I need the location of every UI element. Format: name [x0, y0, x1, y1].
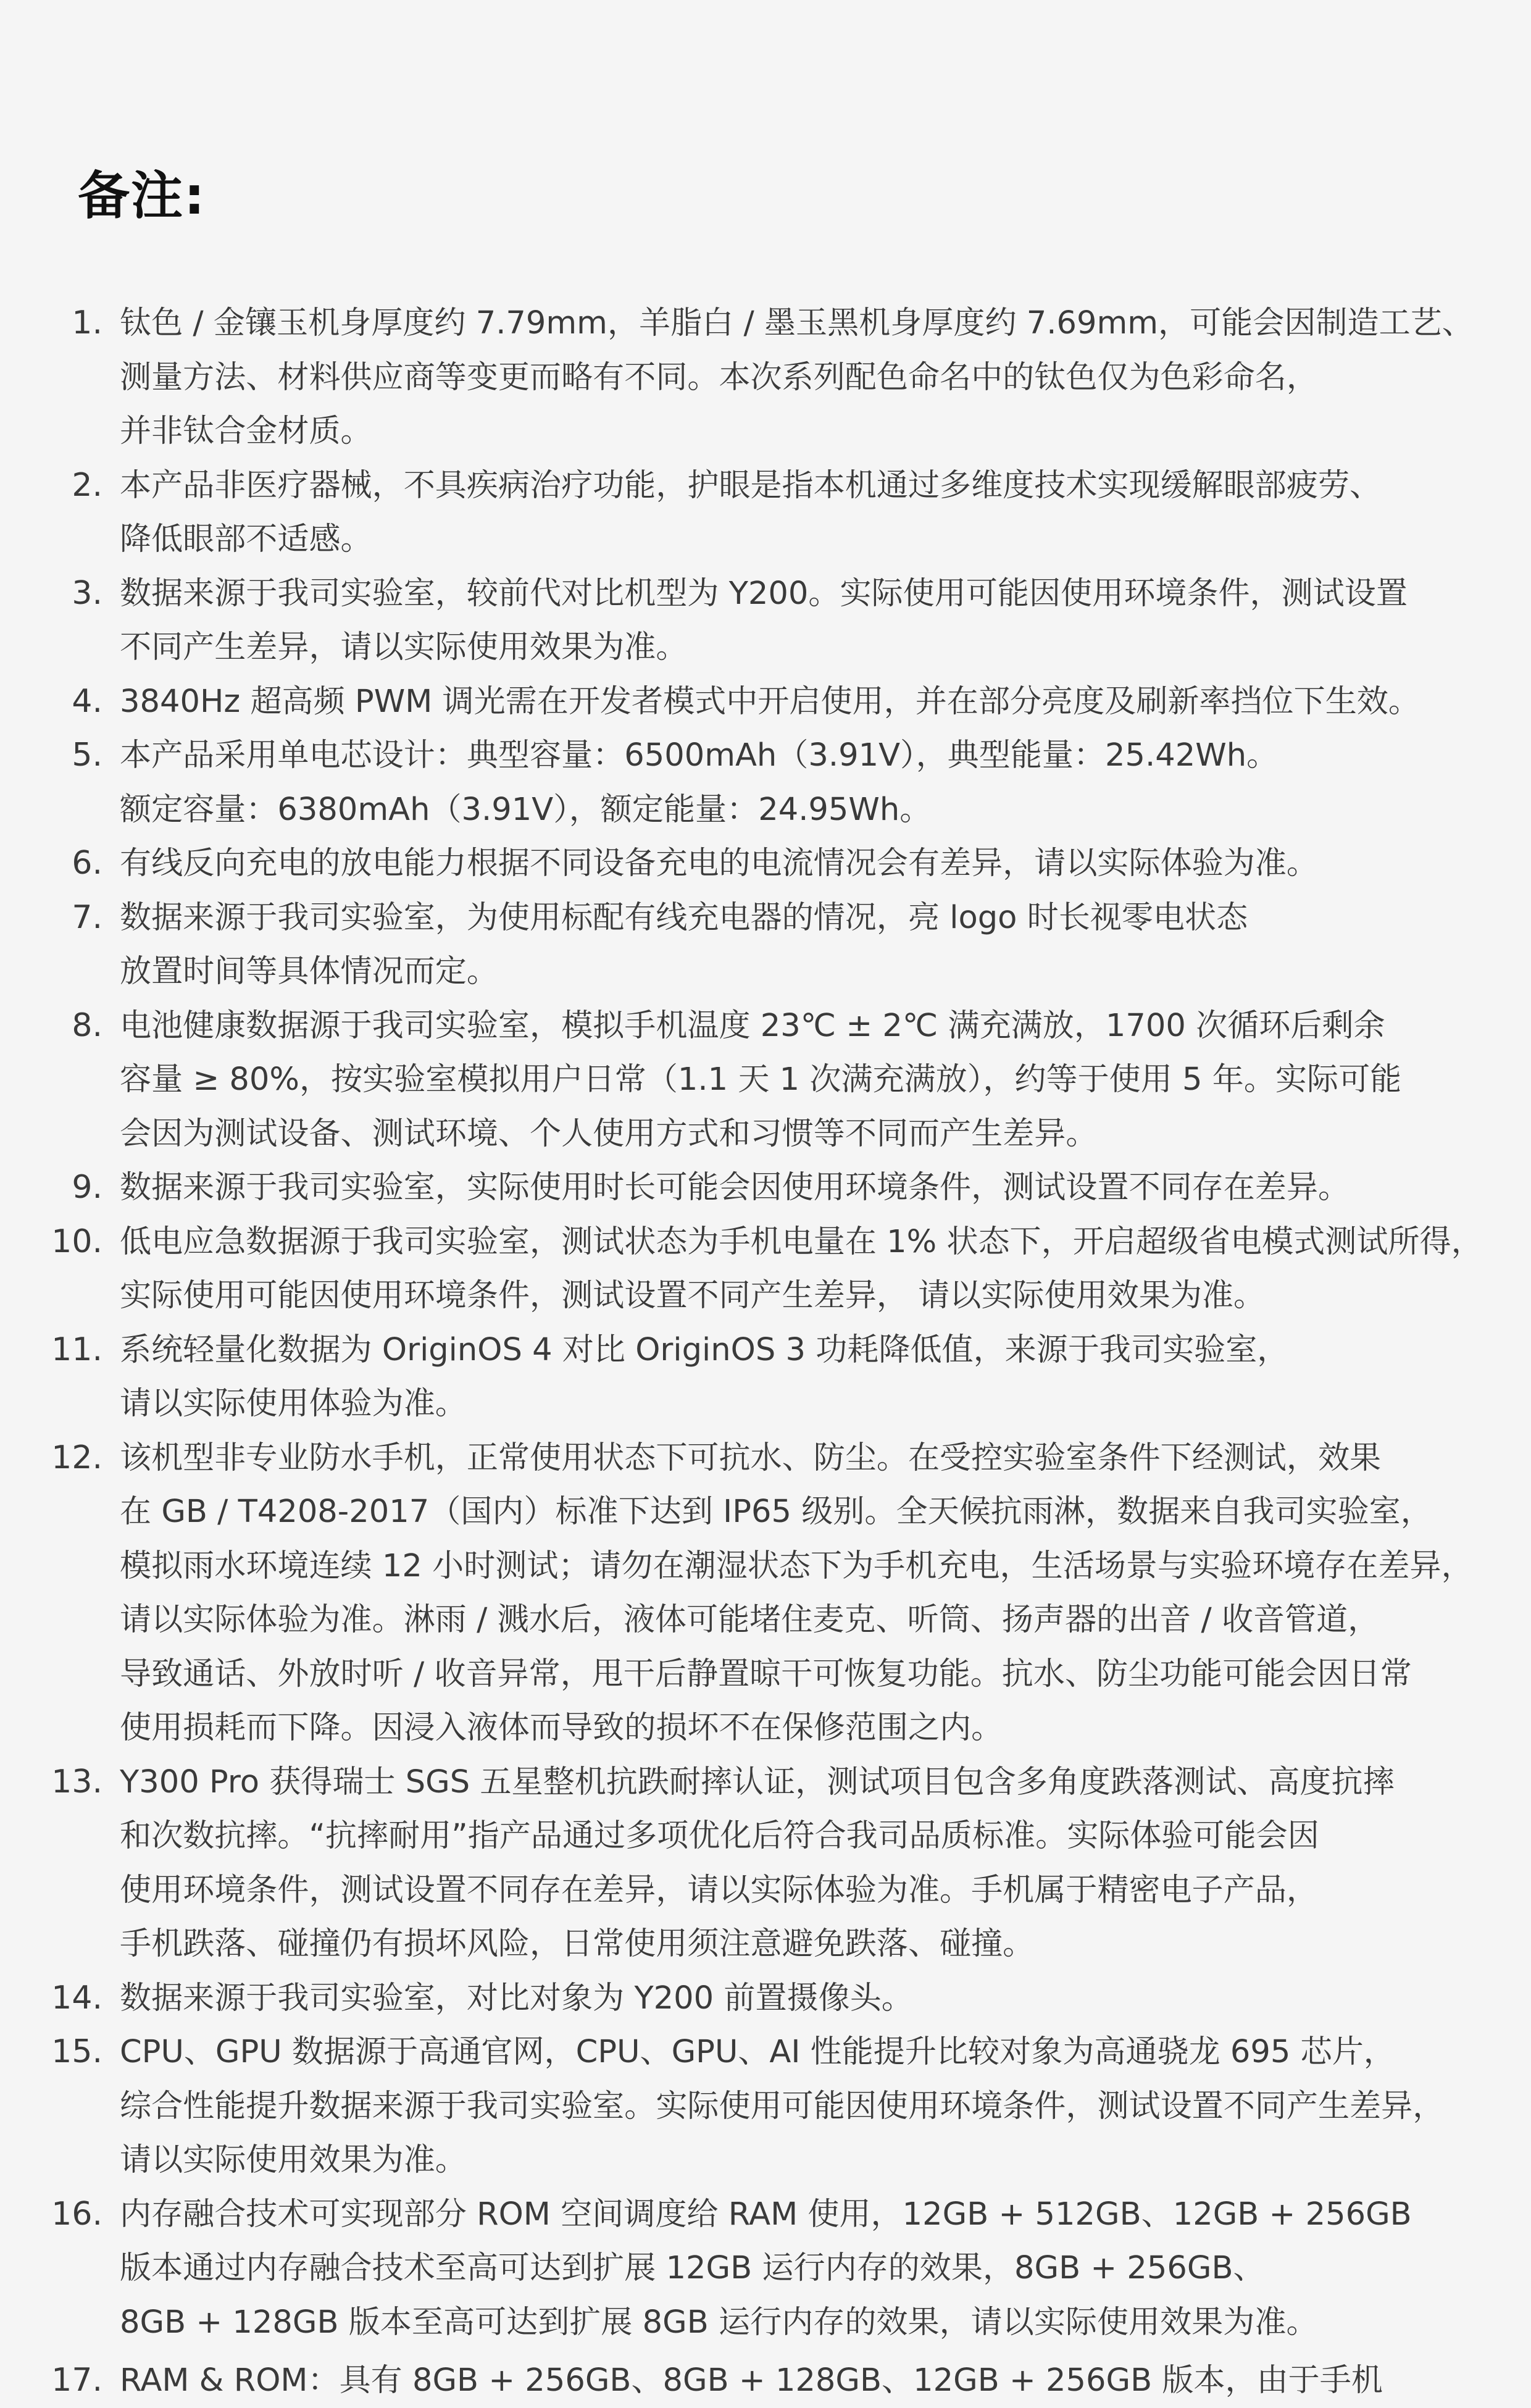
note-line: 测量方法、材料供应商等变更而略有不同。本次系列配色命名中的钛色仅为色彩命名， [120, 359, 1318, 396]
note-line: 请以实际体验为准。淋雨 / 溅水后，液体可能堵住麦克、听筒、扬声器的出音 / 收音管道， [120, 1602, 1380, 1638]
note-line: CPU、GPU 数据源于高通官网，CPU、GPU、AI 性能提升比较对象为高通骁龙 695 芯片， [120, 2034, 1395, 2070]
list-item [0, 296, 1531, 459]
list-item [0, 1161, 1531, 1215]
note-number: 9. [72, 1169, 102, 1206]
note-line: 请以实际使用体验为准。 [120, 1386, 467, 1422]
list-item [0, 2025, 1531, 2188]
note-number: 8. [72, 1006, 102, 1044]
note-body [120, 459, 1531, 567]
note-body [120, 837, 1531, 891]
note-line: 版本通过内存融合技术至高可达到扩展 12GB 运行内存的效果，8GB + 256GB、 [120, 2250, 1265, 2286]
list-item [0, 459, 1531, 567]
note-number: 6. [72, 845, 102, 882]
list-item [0, 837, 1531, 891]
note-number: 16. [51, 2195, 102, 2233]
note-body [120, 296, 1531, 459]
note-body [120, 2188, 1531, 2350]
list-item [0, 1971, 1531, 2026]
list-item [0, 999, 1531, 1161]
note-line: 在 GB / T4208-2017（国内）标准下达到 IP65 级别。全天候抗雨淋，数据来自我司实验室， [120, 1494, 1432, 1530]
note-number: 2. [72, 466, 102, 504]
notes-list [0, 296, 1531, 2349]
note-line: 数据来源于我司实验室，较前代对比机型为 Y200。实际使用可能因使用环境条件，测试设置 [120, 575, 1408, 612]
page-title: 备注: [78, 165, 206, 226]
list-item [0, 1431, 1531, 1755]
note-number: 7. [72, 898, 102, 936]
note-line: 有线反向充电的放电能力根据不同设备充电的电流情况会有差异，请以实际体验为准。 [120, 845, 1318, 882]
note-line: 本产品非医疗器械，不具疾病治疗功能，护眼是指本机通过多维度技术实现缓解眼部疲劳、 [120, 467, 1382, 504]
note-number: 5. [72, 737, 102, 774]
note-body [120, 1971, 1531, 2026]
note-body [120, 999, 1531, 1161]
note-line: Y300 Pro 获得瑞士 SGS 五星整机抗跌耐摔认证，测试项目包含多角度跌落测试、高度抗摔 [120, 1763, 1395, 1800]
note-line: 低电应急数据源于我司实验室，测试状态为手机电量在 1% 状态下，开启超级省电模式测试所得， [120, 1223, 1483, 1260]
note-line: 请以实际使用效果为准。 [120, 2142, 467, 2178]
note-line: 钛色 / 金镶玉机身厚度约 7.79mm，羊脂白 / 墨玉黑机身厚度约 7.69mm，可能会因制造工艺、 [120, 305, 1474, 341]
note-line: 数据来源于我司实验室，对比对象为 Y200 前置摄像头。 [120, 1979, 913, 2017]
note-number: 17. [51, 2362, 102, 2399]
note-line: 数据来源于我司实验室，实际使用时长可能会因使用环境条件，测试设置不同存在差异。 [120, 1169, 1350, 1206]
note-line: 实际使用可能因使用环境条件，测试设置不同产生差异， 请以实际使用效果为准。 [120, 1277, 1266, 1314]
note-number: 13. [51, 1763, 102, 1800]
note-number: 12. [51, 1439, 102, 1476]
note-number: 15. [51, 2033, 102, 2070]
note-line: 本产品采用单电芯设计：典型容量：6500mAh（3.91V），典型能量：25.42Wh。 [120, 737, 1279, 774]
note-body [120, 2025, 1531, 2188]
note-body [120, 1161, 1531, 1215]
note-number: 1. [72, 304, 102, 341]
note-line: 该机型非专业防水手机，正常使用状态下可抗水、防尘。在受控实验室条件下经测试，效果 [120, 1439, 1382, 1476]
note-line: 数据来源于我司实验室，为使用标配有线充电器的情况，亮 logo 时长视零电状态 [120, 899, 1248, 936]
note-line: 导致通话、外放时听 / 收音异常，甩干后静置晾干可恢复功能。抗水、防尘功能可能会因日常 [120, 1655, 1412, 1692]
note-line: 模拟雨水环境连续 12 小时测试；请勿在潮湿状态下为手机充电，生活场景与实验环境存在差异， [120, 1547, 1473, 1584]
note-body [120, 1323, 1531, 1431]
list-item [0, 1755, 1531, 1971]
list-item [0, 891, 1531, 999]
note-number: 3. [72, 574, 102, 612]
note-number: 14. [51, 1979, 102, 2017]
note-line: 内存融合技术可实现部分 ROM 空间调度给 RAM 使用，12GB + 512GB、12GB + 256GB [120, 2196, 1412, 2233]
note-line: 手机跌落、碰撞仍有损坏风险，日常使用须注意避免跌落、碰撞。 [120, 1926, 1035, 1962]
list-item [0, 729, 1531, 837]
list-item [0, 675, 1531, 729]
note-body [120, 1755, 1531, 1971]
note-line: 使用环境条件，测试设置不同存在差异，请以实际体验为准。手机属于精密电子产品， [120, 1871, 1318, 1908]
note-line: 和次数抗摔。“抗摔耐用”指产品通过多项优化后符合我司品质标准。实际体验可能会因 [120, 1818, 1319, 1854]
note-line: RAM & ROM：具有 8GB + 256GB、8GB + 128GB、12GB + 256GB 版本，由于手机 [120, 2362, 1383, 2399]
note-body [120, 729, 1531, 837]
note-body [120, 567, 1531, 675]
note-body [120, 1431, 1531, 1755]
note-line: 会因为测试设备、测试环境、个人使用方式和习惯等不同而产生差异。 [120, 1115, 1098, 1152]
note-line: 电池健康数据源于我司实验室，模拟手机温度 23℃ ± 2℃ 满充满放，1700 次循环后剩余 [120, 1007, 1385, 1044]
note-line: 并非钛合金材质。 [120, 413, 372, 449]
note-line: 放置时间等具体情况而定。 [120, 953, 498, 990]
note-line: 3840Hz 超高频 PWM 调光需在开发者模式中开启使用，并在部分亮度及刷新率挡位下生效。 [120, 683, 1420, 720]
list-item [0, 567, 1531, 675]
note-body [120, 2354, 1531, 2408]
note-body [120, 675, 1531, 729]
cut-off-note [0, 2354, 1531, 2399]
note-body [120, 891, 1531, 999]
note-line: 容量 ≥ 80%，按实验室模拟用户日常（1.1 天 1 次满充满放），约等于使用 5 年。实际可能 [120, 1061, 1402, 1098]
note-number: 11. [51, 1331, 102, 1368]
note-line: 额定容量：6380mAh（3.91V），额定能量：24.95Wh。 [120, 791, 932, 828]
list-item [0, 2188, 1531, 2350]
note-line: 降低眼部不适感。 [120, 521, 372, 558]
note-number: 10. [51, 1223, 102, 1260]
note-line: 综合性能提升数据来源于我司实验室。实际使用可能因使用环境条件，测试设置不同产生差异， [120, 2088, 1445, 2125]
note-line: 系统轻量化数据为 OriginOS 4 对比 OriginOS 3 功耗降低值，来源于我司实验室， [120, 1331, 1289, 1368]
note-line: 8GB + 128GB 版本至高可达到扩展 8GB 运行内存的效果，请以实际使用效果为准。 [120, 2304, 1318, 2341]
list-item [0, 1215, 1531, 1323]
list-item [0, 2354, 1531, 2408]
note-body [120, 1215, 1531, 1323]
note-line: 不同产生差异，请以实际使用效果为准。 [120, 629, 688, 666]
note-number: 4. [72, 682, 102, 720]
note-line: 使用损耗而下降。因浸入液体而导致的损坏不在保修范围之内。 [120, 1710, 1003, 1746]
list-item [0, 1323, 1531, 1431]
